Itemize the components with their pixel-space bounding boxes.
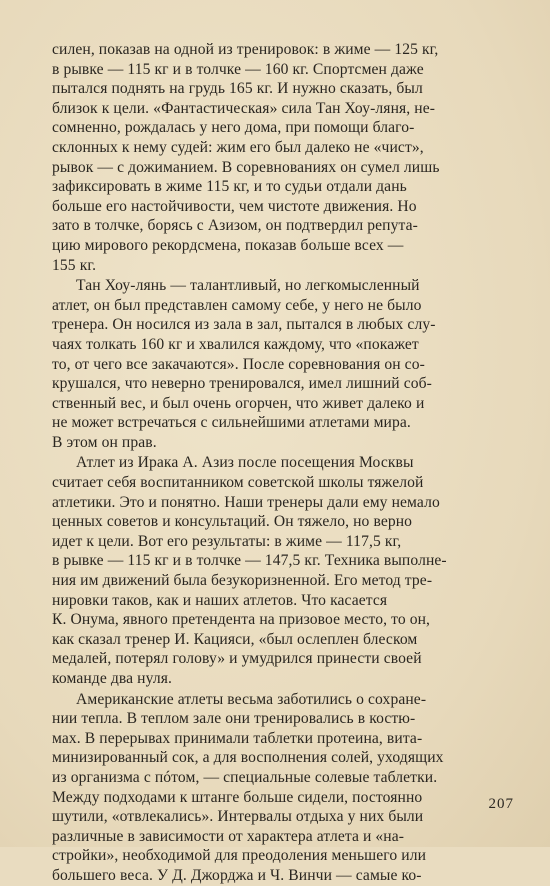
text-line: идет к цели. Вот его результаты: в жиме — 117,5 кг, xyxy=(52,532,402,550)
text-line: в рывке — 115 кг и в толчке — 160 кг. Спортсмен даже xyxy=(52,60,424,78)
text-line: К. Онума, явного претендента на призовое место, то он, xyxy=(52,611,431,629)
text-line: то, от чего все закачаются». После соревнования он со- xyxy=(52,355,425,373)
text-line: близок к цели. «Фантастическая» сила Тан Хоу-ляня, не- xyxy=(52,99,436,117)
text-line: в рывке — 115 кг и в толчке — 147,5 кг. Техника выполне- xyxy=(52,552,447,570)
text-line: цию мирового рекордсмена, показав больше всех — xyxy=(52,236,404,254)
text-line: команде два нуля. xyxy=(52,670,172,687)
text-line: больше его настойчивости, чем чистоте движения. Но xyxy=(52,197,417,215)
text-line: нии тепла. В теплом зале они тренировались в костю- xyxy=(52,710,416,728)
text-line: 155 кг. xyxy=(52,256,97,274)
text-line: В этом он прав. xyxy=(52,433,157,451)
text-line: медалей, потерял голову» и умудрился принести своей xyxy=(52,650,422,668)
text-line: различные в зависимости от характера атлета и «на- xyxy=(52,827,405,845)
text-line: сомненно, рождалась у него дома, при помощи благо- xyxy=(52,119,415,137)
paragraph-2 xyxy=(52,276,508,452)
text-line: тренера. Он носился из зала в зал, пытался в любых слу- xyxy=(52,316,436,334)
text-line: шутили, «отвлекались». Интервалы отдыха у них были xyxy=(52,808,424,826)
paragraph-1 xyxy=(52,40,508,275)
text-line: Тан Хоу-лянь — талантливый, но легкомысленный xyxy=(76,277,420,295)
text-line: атлет, он был представлен самому себе, у него не было xyxy=(52,296,422,314)
text-line: крушался, что неверно тренировался, имел лишний соб- xyxy=(52,375,432,393)
text-line: Атлет из Ирака А. Азиз после посещения Москвы xyxy=(76,454,414,472)
text-line: Американские атлеты весьма заботились о сохране- xyxy=(76,690,427,708)
text-line: как сказал тренер И. Кацияси, «был ослеплен блеском xyxy=(52,630,418,648)
text-line: рывок — с дожиманием. В соревнованиях он сумел лишь xyxy=(52,158,440,176)
paragraph-3 xyxy=(52,453,508,688)
text-line: зато в толчке, борясь с Азизом, он подтвердил репута- xyxy=(52,217,418,235)
text-line: атлетики. Это и понятно. Наши тренеры дали ему немало xyxy=(52,493,440,511)
text-line: большего веса. У Д. Джорджа и Ч. Винчи — самые ко- xyxy=(52,866,422,884)
text-line: не может встречаться с сильнейшими атлетами мира. xyxy=(52,414,411,432)
text-line: минизированный сок, а для восполнения солей, уходящих xyxy=(52,749,444,767)
text-line: пытался поднять на грудь 165 кг. И нужно сказать, был xyxy=(52,80,423,98)
text-line: стройки», необходимой для преодоления меньшего или xyxy=(52,847,427,865)
page-body xyxy=(52,40,508,886)
text-line: из организма с пóтом, — специальные солевые таблетки. xyxy=(52,768,438,786)
text-line: чаях толкать 160 кг и хвалился каждому, что «покажет xyxy=(52,335,419,353)
paragraph-4 xyxy=(52,690,508,886)
text-line: склонных к нему судей: жим его был далеко не «чист», xyxy=(52,138,424,156)
text-line: считает себя воспитанником советской школы тяжелой xyxy=(52,474,424,492)
text-line: ценных советов и консультаций. Он тяжело, но верно xyxy=(52,513,413,531)
text-line: мах. В перерывах принимали таблетки протеина, вита- xyxy=(52,729,423,747)
text-line: ственный вес, и был очень огорчен, что живет далеко и xyxy=(52,394,425,412)
text-line: ния им движений была безукоризненной. Его метод тре- xyxy=(52,572,433,590)
text-line: нировки таков, как и наших атлетов. Что касается xyxy=(52,591,388,609)
text-line: силен, показав на одной из тренировок: в жиме — 125 кг, xyxy=(52,41,439,58)
text-line: зафиксировать в жиме 115 кг, и то судьи отдали дань xyxy=(52,178,407,196)
text-line: Между подходами к штанге больше сидели, постоянно xyxy=(52,788,423,806)
page-number: 207 xyxy=(488,796,514,812)
